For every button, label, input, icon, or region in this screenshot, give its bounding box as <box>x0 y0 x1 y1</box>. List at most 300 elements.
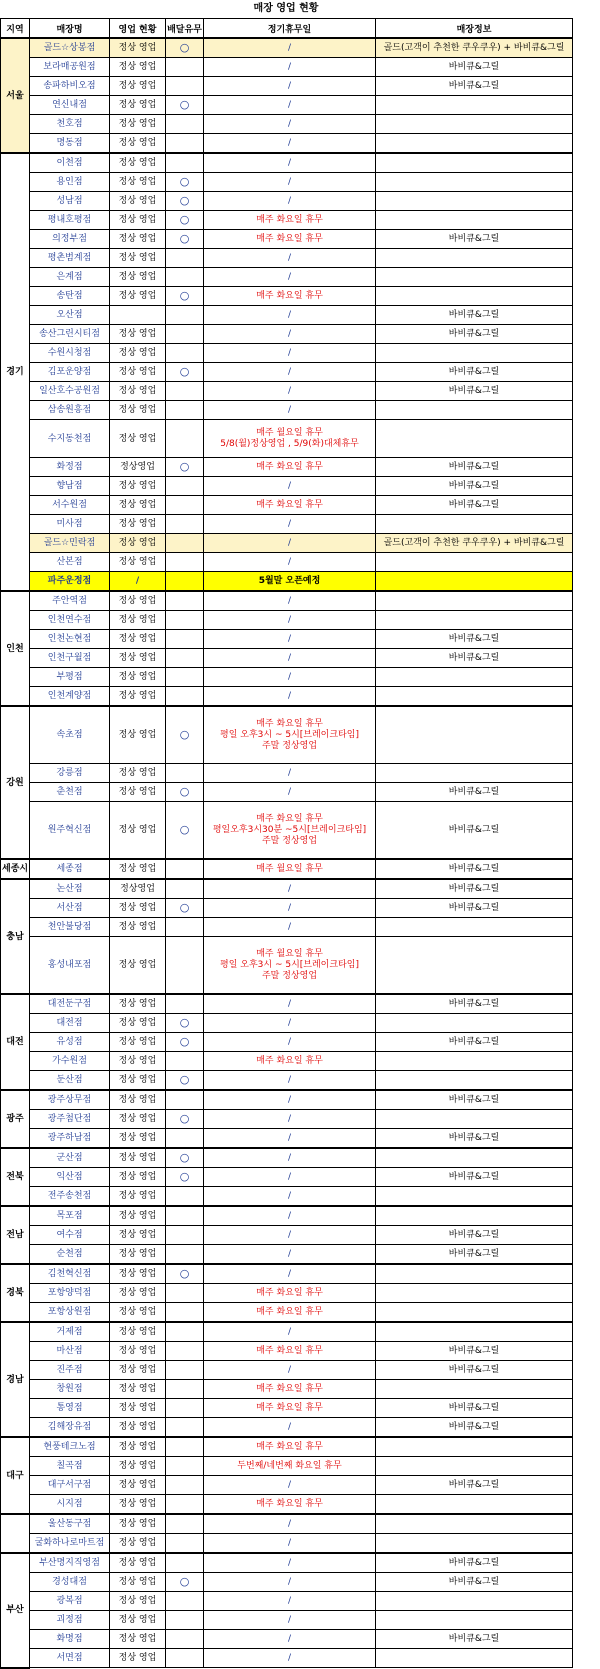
store-info-cell <box>376 1649 573 1668</box>
status-cell: 정상 영업 <box>110 58 166 77</box>
store-name-cell: 명동점 <box>30 134 110 154</box>
table-row <box>1 96 573 115</box>
status-cell: 정상 영업 <box>110 38 166 58</box>
delivery-cell <box>166 668 204 687</box>
store-info-cell <box>376 937 573 995</box>
table-row <box>1 994 573 1014</box>
store-name-cell: 홍성내포점 <box>30 937 110 995</box>
region-cell: 서울 <box>1 38 30 153</box>
store-info-cell: 바비큐&그릴 <box>376 1553 573 1573</box>
holiday-cell: 두번째/네번째 화요일 휴무 <box>204 1457 376 1476</box>
status-cell: 정상 영업 <box>110 937 166 995</box>
status-cell: 정상 영업 <box>110 1187 166 1207</box>
delivery-cell <box>166 268 204 287</box>
table-row <box>1 287 573 306</box>
store-name-cell: 광복점 <box>30 1592 110 1611</box>
table-row <box>1 211 573 230</box>
holiday-cell: / <box>204 58 376 77</box>
store-info-cell <box>376 591 573 611</box>
holiday-cell: / <box>204 1071 376 1091</box>
table-row <box>1 382 573 401</box>
store-name-cell: 파주운정점 <box>30 572 110 592</box>
table-row <box>1 1399 573 1418</box>
sheet-title: 매장 영업 현황 <box>253 3 319 14</box>
status-cell: 정상 영업 <box>110 591 166 611</box>
delivery-cell <box>166 1052 204 1071</box>
store-info-cell: 골드(고객이 추천한 쿠우쿠우) + 바비큐&그릴 <box>376 534 573 553</box>
table-row <box>1 1649 573 1668</box>
holiday-cell: / <box>204 1033 376 1052</box>
table-row <box>1 1611 573 1630</box>
delivery-cell: ○ <box>166 1110 204 1129</box>
store-name-cell: 연신내점 <box>30 96 110 115</box>
table-row <box>1 115 573 134</box>
delivery-cell <box>166 1284 204 1303</box>
holiday-cell: / <box>204 553 376 572</box>
holiday-cell: / <box>204 879 376 899</box>
holiday-cell: / <box>204 687 376 707</box>
holiday-cell: 매주 화요일 휴무 <box>204 1342 376 1361</box>
store-info-cell <box>376 96 573 115</box>
delivery-cell <box>166 1303 204 1323</box>
header-region: 지역 <box>1 19 30 39</box>
delivery-cell <box>166 1245 204 1265</box>
status-cell: 정상 영업 <box>110 764 166 783</box>
store-name-cell: 평내호평점 <box>30 211 110 230</box>
store-name-cell: 진주점 <box>30 1361 110 1380</box>
store-name-cell: 서수원점 <box>30 496 110 515</box>
store-info-cell <box>376 1495 573 1515</box>
region-cell: 광주 <box>1 1090 30 1148</box>
table-row <box>1 859 573 879</box>
store-info-cell <box>376 192 573 211</box>
table-row <box>1 306 573 325</box>
status-cell: 정상 영업 <box>110 1342 166 1361</box>
holiday-cell: / <box>204 918 376 937</box>
store-info-cell: 바비큐&그릴 <box>376 306 573 325</box>
table-row <box>1 134 573 154</box>
table-row <box>1 706 573 764</box>
store-info-cell <box>376 1187 573 1207</box>
store-name-cell: 김해장유점 <box>30 1418 110 1438</box>
status-cell: 정상 영업 <box>110 1611 166 1630</box>
store-name-cell: 용인점 <box>30 173 110 192</box>
delivery-cell <box>166 591 204 611</box>
store-info-cell: 바비큐&그릴 <box>376 58 573 77</box>
status-cell: 정상 영업 <box>110 1553 166 1573</box>
table-row <box>1 401 573 420</box>
table-row <box>1 1437 573 1457</box>
store-name-cell: 괴정점 <box>30 1611 110 1630</box>
holiday-cell: / <box>204 134 376 154</box>
status-cell: 정상 영업 <box>110 1514 166 1534</box>
store-name-cell: 현풍테크노점 <box>30 1437 110 1457</box>
holiday-cell: 매주 화요일 휴무 <box>204 1399 376 1418</box>
status-cell: 정상 영업 <box>110 515 166 534</box>
table-row <box>1 58 573 77</box>
store-name-cell: 인천계양점 <box>30 687 110 707</box>
delivery-cell <box>166 115 204 134</box>
delivery-cell <box>166 1630 204 1649</box>
delivery-cell <box>166 1322 204 1342</box>
store-name-cell: 인천연수점 <box>30 611 110 630</box>
delivery-cell: ○ <box>166 173 204 192</box>
holiday-cell: 매주 화요일 휴무 <box>204 287 376 306</box>
store-name-cell: 포항상원점 <box>30 1303 110 1323</box>
region-cell: 경기 <box>1 153 30 591</box>
table-row <box>1 268 573 287</box>
table-row <box>1 1476 573 1495</box>
store-info-cell: 바비큐&그릴 <box>376 879 573 899</box>
store-info-cell <box>376 918 573 937</box>
table-row <box>1 420 573 458</box>
table-row <box>1 249 573 268</box>
table-row <box>1 899 573 918</box>
table-row <box>1 77 573 96</box>
holiday-cell: 매주 월요일 휴무 5/8(월)정상영업 , 5/9(화)대체휴무 <box>204 420 376 458</box>
holiday-cell: / <box>204 668 376 687</box>
delivery-cell <box>166 325 204 344</box>
store-info-cell <box>376 211 573 230</box>
delivery-cell <box>166 1206 204 1226</box>
store-info-cell: 바비큐&그릴 <box>376 477 573 496</box>
holiday-cell: / <box>204 899 376 918</box>
status-cell: 정상 영업 <box>110 153 166 173</box>
store-name-cell: 성남점 <box>30 192 110 211</box>
store-name-cell: 시지점 <box>30 1495 110 1515</box>
store-info-cell <box>376 1514 573 1534</box>
delivery-cell <box>166 1418 204 1438</box>
store-name-cell: 광주상무점 <box>30 1090 110 1110</box>
store-name-cell: 김포운양점 <box>30 363 110 382</box>
holiday-cell: / <box>204 1534 376 1554</box>
store-name-cell: 칠곡점 <box>30 1457 110 1476</box>
store-name-cell: 천안불당점 <box>30 918 110 937</box>
holiday-cell: 매주 화요일 휴무 <box>204 496 376 515</box>
region-cell: 대구 <box>1 1437 30 1514</box>
table-row <box>1 515 573 534</box>
holiday-cell: / <box>204 325 376 344</box>
store-name-cell: 속초점 <box>30 706 110 764</box>
delivery-cell <box>166 1226 204 1245</box>
table-row <box>1 1245 573 1265</box>
table-row <box>1 918 573 937</box>
holiday-cell: 매주 화요일 휴무 <box>204 458 376 477</box>
status-cell: 정상 영업 <box>110 1399 166 1418</box>
delivery-cell: ○ <box>166 1033 204 1052</box>
status-cell: 정상 영업 <box>110 363 166 382</box>
delivery-cell <box>166 630 204 649</box>
status-cell: 정상 영업 <box>110 1014 166 1033</box>
status-cell: 정상 영업 <box>110 1052 166 1071</box>
holiday-cell: / <box>204 783 376 802</box>
delivery-cell: ○ <box>166 211 204 230</box>
store-info-cell: 바비큐&그릴 <box>376 1090 573 1110</box>
holiday-cell: / <box>204 649 376 668</box>
table-row <box>1 496 573 515</box>
holiday-cell: / <box>204 1322 376 1342</box>
store-name-cell: 대전점 <box>30 1014 110 1033</box>
region-cell: 강원 <box>1 706 30 859</box>
store-info-cell <box>376 268 573 287</box>
status-cell: 정상 영업 <box>110 115 166 134</box>
status-cell: 정상 영업 <box>110 1284 166 1303</box>
store-info-cell <box>376 420 573 458</box>
status-cell: 정상 영업 <box>110 1322 166 1342</box>
store-info-cell: 바비큐&그릴 <box>376 1033 573 1052</box>
delivery-cell <box>166 496 204 515</box>
status-cell: 정상 영업 <box>110 1649 166 1668</box>
store-info-cell: 바비큐&그릴 <box>376 1245 573 1265</box>
delivery-cell <box>166 1399 204 1418</box>
holiday-cell: / <box>204 1611 376 1630</box>
delivery-cell: ○ <box>166 1071 204 1091</box>
store-name-cell: 광주첨단점 <box>30 1110 110 1129</box>
holiday-cell: / <box>204 534 376 553</box>
holiday-cell: / <box>204 1148 376 1168</box>
store-info-cell: 바비큐&그릴 <box>376 1226 573 1245</box>
delivery-cell <box>166 918 204 937</box>
table-row <box>1 802 573 860</box>
delivery-cell <box>166 344 204 363</box>
holiday-cell: / <box>204 1264 376 1284</box>
store-info-cell <box>376 1206 573 1226</box>
store-info-cell: 바비큐&그릴 <box>376 77 573 96</box>
status-cell: 정상 영업 <box>110 553 166 572</box>
status-cell: 정상 영업 <box>110 1264 166 1284</box>
status-cell: 정상 영업 <box>110 134 166 154</box>
holiday-cell: / <box>204 306 376 325</box>
store-name-cell: 일산호수공원점 <box>30 382 110 401</box>
status-cell: 정상 영업 <box>110 1148 166 1168</box>
store-name-cell: 인천구월점 <box>30 649 110 668</box>
store-info-cell: 바비큐&그릴 <box>376 994 573 1014</box>
table-row <box>1 591 573 611</box>
table-row <box>1 1071 573 1091</box>
store-info-cell <box>376 1437 573 1457</box>
store-table <box>0 18 573 1669</box>
holiday-cell: / <box>204 268 376 287</box>
store-info-cell <box>376 115 573 134</box>
store-name-cell: 주안역점 <box>30 591 110 611</box>
store-info-cell <box>376 687 573 707</box>
status-cell <box>110 306 166 325</box>
delivery-cell: ○ <box>166 363 204 382</box>
status-cell: 정상 영업 <box>110 1457 166 1476</box>
status-cell: 정상 영업 <box>110 96 166 115</box>
delivery-cell: ○ <box>166 96 204 115</box>
store-info-cell <box>376 153 573 173</box>
store-info-cell <box>376 553 573 572</box>
holiday-cell: / <box>204 994 376 1014</box>
store-info-cell <box>376 1611 573 1630</box>
store-info-cell: 바비큐&그릴 <box>376 382 573 401</box>
delivery-cell <box>166 153 204 173</box>
store-info-cell <box>376 1148 573 1168</box>
table-row <box>1 764 573 783</box>
holiday-cell: / <box>204 515 376 534</box>
region-cell: 경남 <box>1 1322 30 1437</box>
store-name-cell: 화정점 <box>30 458 110 477</box>
store-name-cell: 수지동천점 <box>30 420 110 458</box>
delivery-cell: ○ <box>166 899 204 918</box>
store-name-cell: 춘천점 <box>30 783 110 802</box>
store-info-cell: 바비큐&그릴 <box>376 783 573 802</box>
holiday-cell: 매주 화요일 휴무 <box>204 1303 376 1323</box>
store-info-cell <box>376 134 573 154</box>
delivery-cell <box>166 77 204 96</box>
store-name-cell: 부산명지직영점 <box>30 1553 110 1573</box>
table-row <box>1 230 573 249</box>
delivery-cell <box>166 879 204 899</box>
status-cell: 정상 영업 <box>110 1476 166 1495</box>
delivery-cell <box>166 1380 204 1399</box>
store-info-cell <box>376 1592 573 1611</box>
table-row <box>1 783 573 802</box>
region-cell: 부산 <box>1 1553 30 1668</box>
table-row <box>1 1187 573 1207</box>
store-name-cell: 세종점 <box>30 859 110 879</box>
status-cell: 정상 영업 <box>110 325 166 344</box>
store-name-cell: 목포점 <box>30 1206 110 1226</box>
table-row <box>1 1553 573 1573</box>
status-cell: 정상 영업 <box>110 287 166 306</box>
status-cell: 정상 영업 <box>110 1206 166 1226</box>
table-row <box>1 153 573 173</box>
status-cell: 정상 영업 <box>110 1303 166 1323</box>
store-info-cell: 바비큐&그릴 <box>376 859 573 879</box>
store-info-cell: 바비큐&그릴 <box>376 802 573 860</box>
store-info-cell <box>376 1071 573 1091</box>
store-name-cell: 향남점 <box>30 477 110 496</box>
store-info-cell <box>376 1110 573 1129</box>
store-info-cell: 바비큐&그릴 <box>376 1399 573 1418</box>
delivery-cell <box>166 306 204 325</box>
holiday-cell: 매주 화요일 휴무 <box>204 1284 376 1303</box>
store-name-cell: 산본점 <box>30 553 110 572</box>
store-name-cell: 여수점 <box>30 1226 110 1245</box>
table-row <box>1 1418 573 1438</box>
store-info-cell: 바비큐&그릴 <box>376 1129 573 1149</box>
status-cell: 정상 영업 <box>110 1033 166 1052</box>
holiday-cell: / <box>204 249 376 268</box>
table-row <box>1 1110 573 1129</box>
store-name-cell: 화명점 <box>30 1630 110 1649</box>
delivery-cell <box>166 477 204 496</box>
holiday-cell: 매주 화요일 휴무 <box>204 1380 376 1399</box>
delivery-cell <box>166 1090 204 1110</box>
status-cell: 정상 영업 <box>110 649 166 668</box>
store-info-cell <box>376 764 573 783</box>
holiday-cell: 매주 월요일 휴무 <box>204 859 376 879</box>
region-cell: 경북 <box>1 1264 30 1322</box>
store-name-cell: 대구서구점 <box>30 1476 110 1495</box>
store-name-cell: 평촌범계점 <box>30 249 110 268</box>
store-name-cell: 인천논현점 <box>30 630 110 649</box>
status-cell: 정상 영업 <box>110 783 166 802</box>
holiday-cell: / <box>204 477 376 496</box>
store-name-cell: 전주송천점 <box>30 1187 110 1207</box>
holiday-cell: 매주 화요일 휴무 <box>204 211 376 230</box>
table-row <box>1 363 573 382</box>
store-info-cell <box>376 1322 573 1342</box>
holiday-cell: 매주 화요일 휴무 평일오후3시30분 ~5시[브레이크타임] 주말 정상영업 <box>204 802 376 860</box>
store-name-cell: 창원점 <box>30 1380 110 1399</box>
store-info-cell <box>376 668 573 687</box>
delivery-cell <box>166 1187 204 1207</box>
delivery-cell <box>166 1457 204 1476</box>
table-row <box>1 1322 573 1342</box>
store-name-cell: 의정부점 <box>30 230 110 249</box>
table-row <box>1 1342 573 1361</box>
store-name-cell: 김천혁신점 <box>30 1264 110 1284</box>
status-cell: 정상 영업 <box>110 1380 166 1399</box>
store-info-cell: 바비큐&그릴 <box>376 649 573 668</box>
status-cell: 정상 영업 <box>110 382 166 401</box>
status-cell: 정상영업 <box>110 879 166 899</box>
holiday-cell: / <box>204 1649 376 1668</box>
status-cell: 정상 영업 <box>110 1071 166 1091</box>
holiday-cell: / <box>204 1592 376 1611</box>
holiday-cell: / <box>204 1418 376 1438</box>
holiday-cell: / <box>204 173 376 192</box>
store-name-cell: 강릉점 <box>30 764 110 783</box>
delivery-cell <box>166 534 204 553</box>
table-row <box>1 325 573 344</box>
header-store-info: 매장정보 <box>376 19 573 39</box>
store-info-cell <box>376 1534 573 1554</box>
status-cell: 정상 영업 <box>110 77 166 96</box>
holiday-cell: / <box>204 1476 376 1495</box>
store-info-cell: 바비큐&그릴 <box>376 1476 573 1495</box>
status-cell: 정상 영업 <box>110 1573 166 1592</box>
store-name-cell: 경성대점 <box>30 1573 110 1592</box>
table-row <box>1 1168 573 1187</box>
delivery-cell <box>166 1361 204 1380</box>
store-info-cell: 바비큐&그릴 <box>376 363 573 382</box>
delivery-cell: ○ <box>166 1148 204 1168</box>
store-name-cell: 가수원점 <box>30 1052 110 1071</box>
holiday-cell: / <box>204 1226 376 1245</box>
store-name-cell: 대전둔구점 <box>30 994 110 1014</box>
table-row <box>1 668 573 687</box>
delivery-cell <box>166 649 204 668</box>
region-cell: 충남 <box>1 879 30 994</box>
table-row <box>1 1148 573 1168</box>
store-name-cell: 군산점 <box>30 1148 110 1168</box>
holiday-cell: / <box>204 1514 376 1534</box>
store-name-cell: 울산동구점 <box>30 1514 110 1534</box>
holiday-cell: / <box>204 363 376 382</box>
store-info-cell <box>376 1014 573 1033</box>
store-info-cell <box>376 611 573 630</box>
store-info-cell <box>376 515 573 534</box>
holiday-cell: / <box>204 401 376 420</box>
header-row <box>1 19 573 39</box>
region-cell: 인천 <box>1 591 30 706</box>
status-cell: 정상 영업 <box>110 249 166 268</box>
store-name-cell: 천호점 <box>30 115 110 134</box>
status-cell: 정상 영업 <box>110 1245 166 1265</box>
delivery-cell: ○ <box>166 1168 204 1187</box>
table-row <box>1 534 573 553</box>
delivery-cell: ○ <box>166 783 204 802</box>
holiday-cell: / <box>204 1245 376 1265</box>
store-name-cell: 삼송원흥점 <box>30 401 110 420</box>
store-info-cell: 바비큐&그릴 <box>376 230 573 249</box>
store-name-cell: 수원시청점 <box>30 344 110 363</box>
store-name-cell: 미사점 <box>30 515 110 534</box>
